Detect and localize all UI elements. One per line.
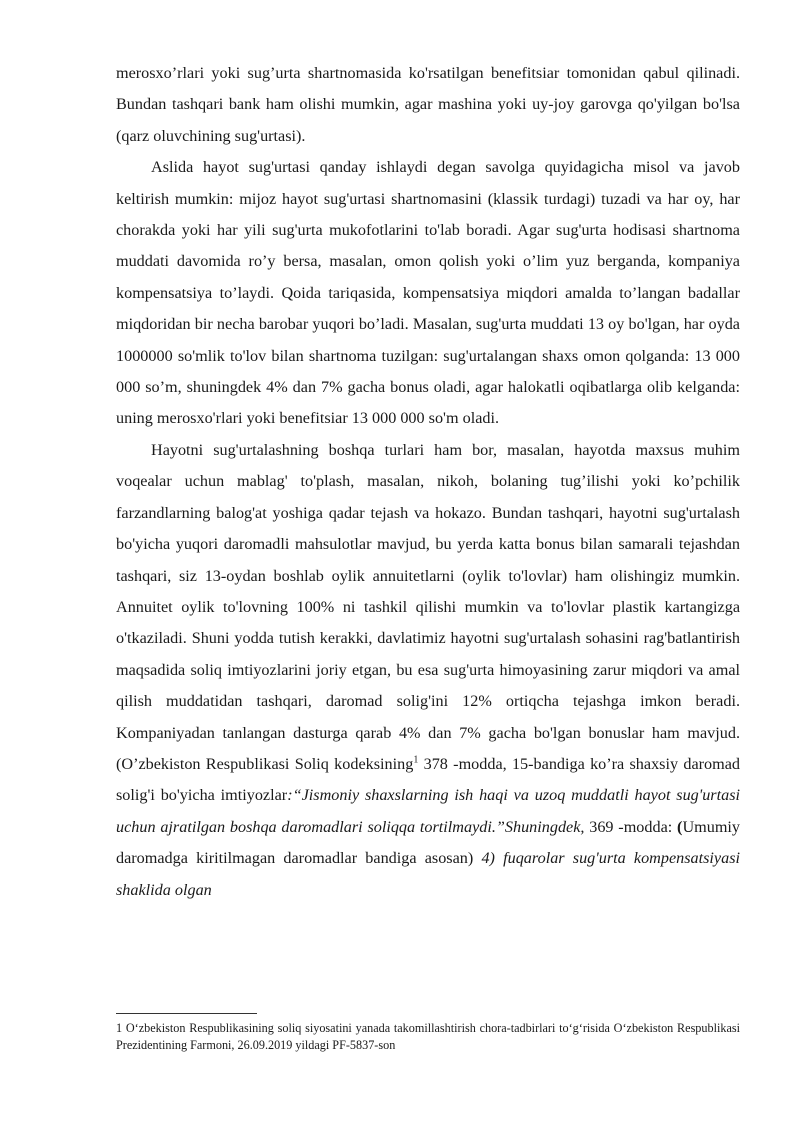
paragraph-text: 369 -modda: [584,817,678,836]
paragraph-text: Hayotni sug'urtalashning boshqa turlari ham bor, masalan, hayotda maxsus muhim voqealar uchun mablag' to'plash, masalan, nikoh, bolaning tug’ilishi yoki ko’pchilik farzandlarning balog'at yoshiga qadar tejash va hokazo. Bundan tashqari, hayotni sug'urtalash bo'yicha yuqori daromadli mahsulotlar mavjud, bu yerda katta bonus bilan samarali tejashdan tashqari, siz 13-oydan boshlab oylik annuitetlarni (oylik to'lovlar) ham olishingiz mumkin. Annuitet oylik to'lovning 100% ni tashkil qilishi mumkin va to'lovlar plastik kartangizga o'tkaziladi. Shuni yodda tutish kerakki, davlatimiz hayotni sug'urtalash sohasini rag'batlantirish maqsadida soliq imtiyozlarini joriy etgan, bu esa sug'urta himoyasining zarur miqdori va amal qilish muddatidan tashqari, daromad solig'ini 12% ortiqcha tejashga imkon beradi. Kompaniyadan tanlangan dasturga qarab 4% dan 7% gacha bo'lgan bonuslar ham mavjud. (O’zbekiston Respublikasi Soliq kodeksining [116,440,740,773]
bold-paren: ( [677,817,683,836]
paragraph-other-insurance-types [116,435,740,906]
footnote-divider [116,1013,257,1014]
paragraph-life-insurance-example: Aslida hayot sug'urtasi qanday ishlaydi degan savolga quyidagicha misol va javob keltirish mumkin: mijoz hayot sug'urtasi shartnomasini (klassik turdagi) tuzadi va har oy, har chorakda yoki har yili sug'urta mukofotlarini to'lab boradi. Agar sug'urta hodisasi shartnoma muddati davomida ro’y bersa, masalan, omon qolish yoki o’lim yuz berganda, kompaniya kompensatsiya to’laydi. Qoida tariqasida, kompensatsiya miqdori amalda to’langan badallar miqdoridan bir necha barobar yuqori bo’ladi. Masalan, sug'urta muddati 13 oy bo'lgan, har oyda 1000000 so'mlik to'lov bilan shartnoma tuzilgan: sug'urtalangan shaxs omon qolganda: 13 000 000 so’m, shuningdek 4% dan 7% gacha bonus oladi, agar halokatli oqibatlarga olib kelganda: uning merosxo'rlari yoki benefitsiar 13 000 000 so'm oladi. [116,158,740,428]
paragraph-text: 378 -modda, 15-bandiga ko’ra shaxsiy daromad solig'i bo'yicha imtiyozlar [116,754,740,805]
italic-clause: 4) fuqarolar sug'urta kompensatsiyasi shaklida olgan [116,849,740,899]
footnote-reference[interactable]: 1 [413,754,419,766]
document-page [116,58,740,906]
paragraph-text: Umumiy daromadga kiritilmagan daromadlar bandiga asosan) [116,817,740,868]
paragraph-continuation: merosxo’rlari yoki sug’urta shartnomasida ko'rsatilgan benefitsiar tomonidan qabul qilinadi. Bundan tashqari bank ham olishi mumkin, agar mashina yoki uy-joy garovga qo'yilgan bo'lsa (qarz oluvchining sug'urtasi). [116,64,740,145]
footnote: 1 O‘zbekiston Respublikasining soliq siyosatini yanada takomillashtirish chora-tadbirlari to‘g‘risida O‘zbekiston Respublikasi Prezidentining Farmoni, 26.09.2019 yildagi PF-5837-son [116,1021,740,1052]
quoted-law-text: :“Jismoniy shaxslarning ish haqi va uzoq muddatli hayot sug'urtasi uchun ajratilgan boshqa daromadlari soliqqa tortilmaydi.”Shuningdek, [116,786,740,836]
